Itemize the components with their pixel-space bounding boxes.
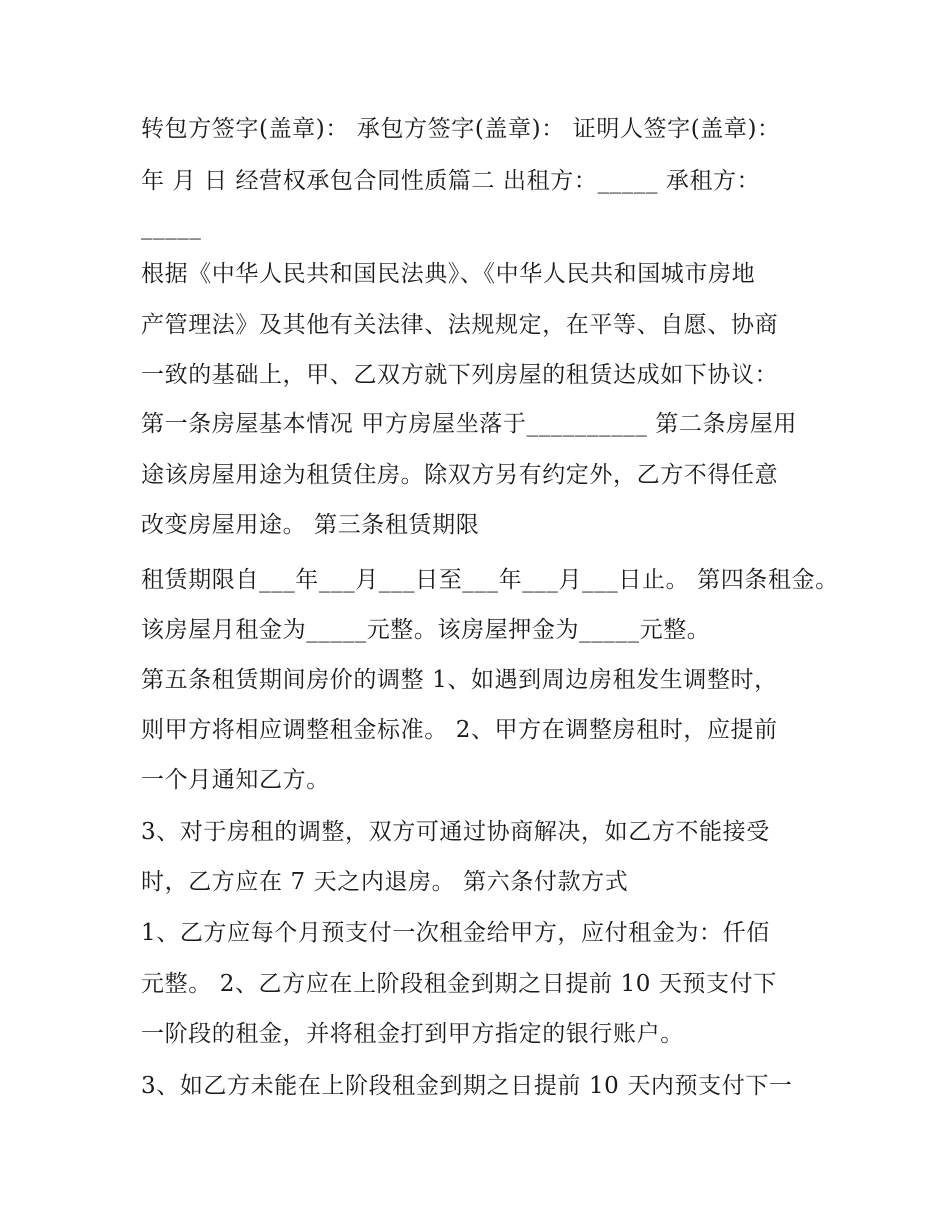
text-line: 一致的基础上，甲、乙双方就下列房屋的租赁达成如下协议： xyxy=(141,362,779,388)
text-line: 元整。 2、乙方应在上阶段租金到期之日提前 10 天预支付下 xyxy=(141,971,777,997)
text-line: 改变房屋用途。 第三条租赁期限 xyxy=(141,512,480,538)
text-line: 3、如乙方未能在上阶段租金到期之日提前 10 天内预支付下一 xyxy=(141,1073,793,1099)
text-line: 一阶段的租金，并将租金打到甲方指定的银行账户。 xyxy=(141,1021,684,1047)
text-line: 途该房屋用途为租赁住房。除双方另有约定外，乙方不得任意 xyxy=(141,462,779,488)
text-line: 第五条租赁期间房价的调整 1、如遇到周边房租发生调整时， xyxy=(141,667,778,693)
text-line: 租赁期限自___年___月___日至___年___月___日止。 第四条租金。 xyxy=(141,567,839,593)
text-line: 1、乙方应每个月预支付一次租金给甲方，应付租金为：仟佰 xyxy=(141,920,770,946)
text-line: 时，乙方应在 7 天之内退房。 第六条付款方式 xyxy=(141,869,629,895)
text-line: _____ xyxy=(141,214,202,240)
text-line: 转包方签字(盖章)： 承包方签字(盖章)： 证明人签字(盖章)： xyxy=(141,116,781,142)
text-line: 该房屋月租金为_____元整。该房屋押金为_____元整。 xyxy=(141,617,711,643)
text-line: 3、对于房租的调整，双方可通过协商解决，如乙方不能接受 xyxy=(141,819,770,845)
text-line: 一个月通知乙方。 xyxy=(141,767,330,793)
text-line: 根据《中华人民共和国民法典》、《中华人民共和国城市房地 xyxy=(141,261,756,287)
text-line: 则甲方将相应调整租金标准。 2、甲方在调整房租时，应提前 xyxy=(141,717,778,743)
text-line: 年 月 日 经营权承包合同性质篇二 出租方：_____ 承租方： xyxy=(141,168,761,194)
text-line: 第一条房屋基本情况 甲方房屋坐落于__________ 第二条房屋用 xyxy=(141,411,798,437)
text-line: 产管理法》及其他有关法律、法规规定，在平等、自愿、协商 xyxy=(141,312,779,338)
